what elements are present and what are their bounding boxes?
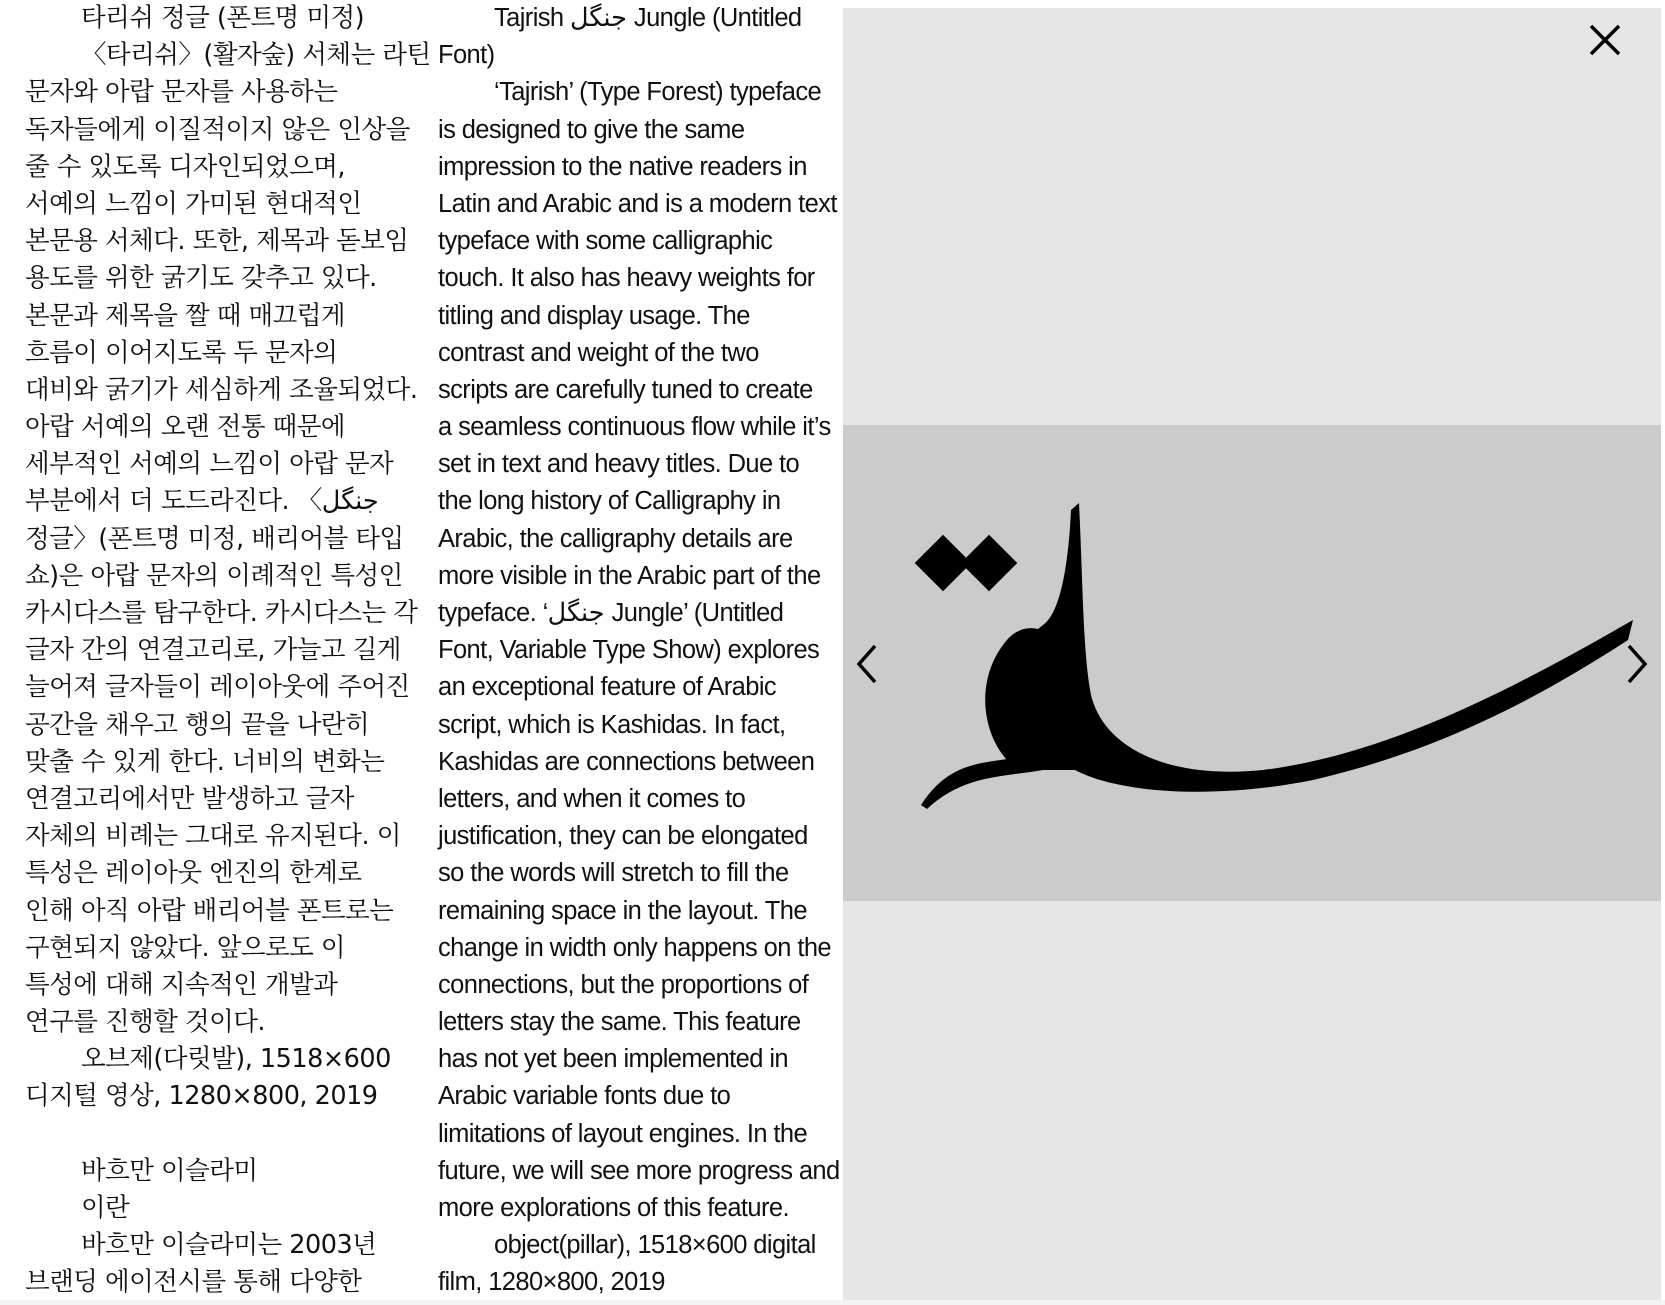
english-body-line: justification, they can be elongated [438, 822, 808, 851]
korean-title: 타리쉬 정글 (폰트명 미정) [81, 3, 365, 33]
next-artist-intro-line: 브랜딩 에이전시를 통해 다양한 [25, 1267, 362, 1298]
close-icon [1581, 16, 1629, 64]
korean-text-column [25, 0, 431, 1302]
english-body-line: letters stay the same. This feature [438, 1008, 801, 1037]
letter-tail [921, 755, 1043, 809]
english-body-line: typeface with some calligraphic [438, 227, 773, 256]
chevron-left-icon [849, 634, 889, 694]
english-body-line: connections, but the proportions of [438, 970, 809, 999]
english-title-line: Font) [438, 41, 495, 70]
korean-body-line: 본문용 서체다. 또한, 제목과 돋보임 [25, 226, 409, 257]
chevron-right-icon [1615, 634, 1655, 694]
english-body-line: impression to the native readers in [438, 152, 807, 181]
english-body-line: more visible in the Arabic part of the [438, 561, 821, 590]
english-caption-line: object(pillar), 1518×600 digital [494, 1231, 816, 1260]
korean-body-line: 연구를 진행할 것이다. [25, 1007, 266, 1038]
kashida-calligraphy-image [843, 425, 1661, 901]
korean-body-line: 대비와 굵기가 세심하게 조율되었다. [25, 374, 418, 405]
korean-body-line: 문자와 아랍 문자를 사용하는 [25, 77, 338, 108]
korean-body-line: 맞출 수 있게 한다. 너비의 변화는 [25, 746, 385, 777]
english-body-line: Arabic variable fonts due to [438, 1082, 731, 1111]
korean-body-line: 줄 수 있도록 디자인되었으며, [25, 151, 346, 182]
english-body-line: set in text and heavy titles. Due to [438, 450, 800, 479]
dot-right [961, 535, 1018, 592]
english-body-line: an exceptional feature of Arabic [438, 673, 777, 702]
english-body-line: is designed to give the same [438, 115, 745, 144]
korean-body-line: 공간을 채우고 행의 끝을 나란히 [25, 709, 370, 740]
english-text-column [438, 0, 838, 1302]
korean-caption-line: 디지털 영상, 1280×800, 2019 [25, 1081, 378, 1112]
korean-body-line: 구현되지 않았다. 앞으로도 이 [25, 932, 346, 963]
english-body-line: ‘Tajrish’ (Type Forest) typeface [494, 78, 822, 107]
korean-body [25, 37, 431, 1041]
korean-body-line: 흐름이 이어지도록 두 문자의 [25, 337, 338, 368]
korean-body-line: 특성은 레이아웃 엔진의 한계로 [25, 858, 362, 889]
korean-body-line: 정글〉(폰트명 미정, 배리어블 타입 [25, 523, 404, 554]
korean-body-line: 늘어져 글자들이 레이아웃에 주어진 [25, 672, 410, 703]
english-body-line: Arabic, the calligraphy details are [438, 524, 793, 553]
page-bottom-edge [0, 1300, 1665, 1305]
english-body-line: change in width only happens on the [438, 933, 831, 962]
english-body-line: the long history of Calligraphy in [438, 487, 781, 516]
image-viewer [843, 8, 1661, 1300]
english-body-line: scripts are carefully tuned to create [438, 375, 813, 404]
korean-body-line: 카시다스를 탐구한다. 카시다스는 각 [25, 598, 418, 628]
korean-body-line: 특성에 대해 지속적인 개발과 [25, 969, 338, 1000]
korean-body-line: 부분에서 더 도드라진다. 〈جنگل [25, 486, 379, 517]
korean-body-line: 아랍 서예의 오랜 전통 때문에 [25, 412, 346, 443]
korean-body-line: 쇼)은 아랍 문자의 이례적인 특성인 [25, 560, 403, 591]
korean-body-line: 자체의 비례는 그대로 유지된다. 이 [25, 821, 401, 852]
english-title-line: Tajrish جنگل Jungle (Untitled [494, 4, 802, 32]
korean-body-line: 〈타리쉬〉(활자숲) 서체는 라틴 [81, 40, 431, 71]
english-caption-line: film, 1280×800, 2019 [438, 1268, 665, 1297]
next-image-button[interactable] [1615, 634, 1655, 694]
spacer [25, 1116, 410, 1153]
english-body-line: Font, Variable Type Show) explores [438, 636, 820, 665]
english-body-line: so the words will stretch to fill the [438, 859, 789, 888]
english-body-line: script, which is Kashidas. In fact, [438, 710, 786, 739]
korean-body-line: 인해 아직 아랍 배리어블 폰트로는 [25, 895, 394, 926]
english-body [438, 74, 838, 1227]
english-body-line: more explorations of this feature. [438, 1194, 789, 1222]
english-body-line: has not yet been implemented in [438, 1045, 788, 1074]
kashida-stroke [1007, 503, 1633, 792]
english-body-line: letters, and when it comes to [438, 784, 746, 813]
previous-image-button[interactable] [849, 634, 889, 694]
close-button[interactable] [1581, 16, 1629, 64]
english-body-line: titling and display usage. The [438, 301, 750, 330]
korean-body-line: 용도를 위한 굵기도 갖추고 있다. [25, 263, 377, 294]
english-body-line: future, we will see more progress and [438, 1156, 840, 1185]
korean-body-line: 본문과 제목을 짤 때 매끄럽게 [25, 300, 346, 331]
korean-body-line: 독자들에게 이질적이지 않은 인상을 [25, 114, 410, 145]
english-body-line: remaining space in the layout. The [438, 896, 807, 925]
english-body-line: Latin and Arabic and is a modern text [438, 189, 837, 218]
english-body-line: typeface. ‘جنگل Jungle’ (Untitled [438, 599, 784, 627]
english-body-line: contrast and weight of the two [438, 338, 759, 367]
korean-body-line: 글자 간의 연결고리로, 가늘고 길게 [25, 635, 401, 666]
korean-body-line: 세부적인 서예의 느낌이 아랍 문자 [25, 449, 394, 480]
korean-caption-line: 오브제(다릿발), 1518×600 [81, 1044, 391, 1075]
korean-body-line: 서예의 느낌이 가미된 현대적인 [25, 188, 362, 219]
artwork-image-frame [843, 425, 1661, 901]
english-body-line: limitations of layout engines. In the [438, 1119, 808, 1148]
next-artist-country: 이란 [81, 1193, 130, 1223]
english-body-line: touch. It also has heavy weights for [438, 264, 815, 293]
english-body-line: Kashidas are connections between [438, 747, 815, 776]
next-artist-name: 바흐만 이슬라미 [81, 1155, 258, 1186]
korean-body-line: 연결고리에서만 발생하고 글자 [25, 783, 354, 814]
english-body-line: a seamless continuous flow while it’s [438, 413, 831, 442]
next-artist-intro-line: 바흐만 이슬라미는 2003년 [81, 1230, 377, 1261]
